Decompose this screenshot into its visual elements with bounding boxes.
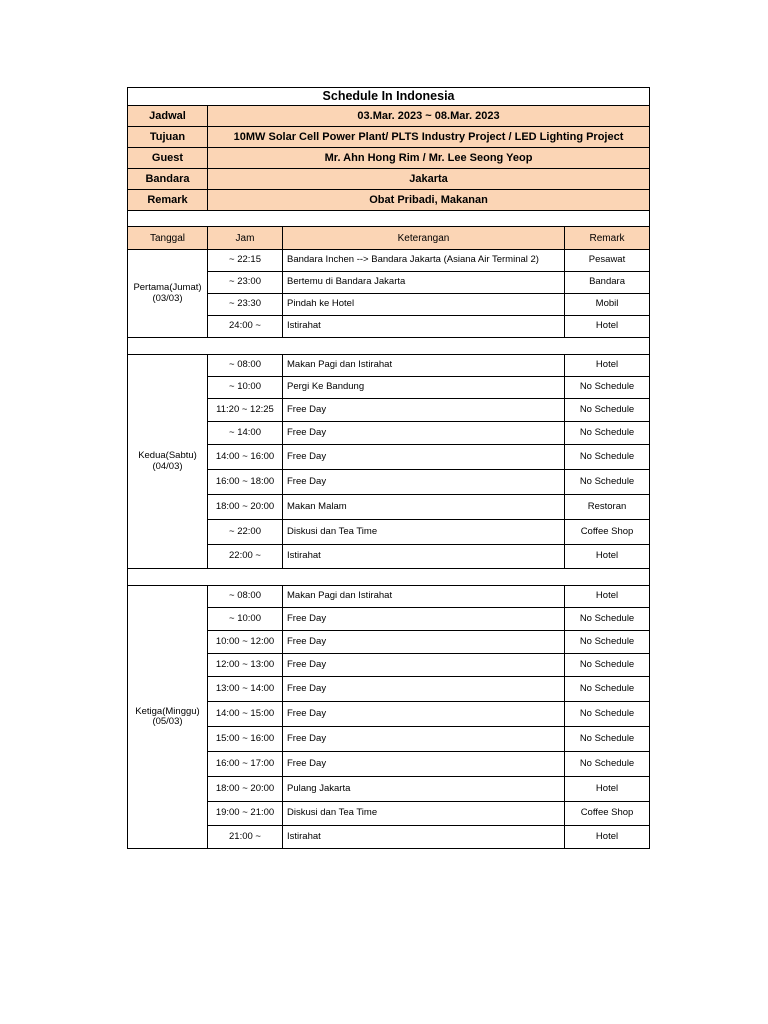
spacer-cell	[128, 211, 650, 227]
remark-cell: No Schedule	[565, 470, 650, 495]
description-cell: Free Day	[283, 727, 565, 752]
description-cell: Free Day	[283, 470, 565, 495]
day-date: (05/03)	[152, 716, 183, 727]
table-row	[128, 355, 650, 377]
info-row	[128, 127, 650, 148]
time-cell: 16:00 ~ 18:00	[208, 470, 283, 495]
remark-cell: Hotel	[565, 545, 650, 569]
description-cell: Pergi Ke Bandung	[283, 377, 565, 399]
info-value: Jakarta	[208, 169, 650, 190]
remark-cell: Restoran	[565, 495, 650, 520]
info-row	[128, 190, 650, 211]
time-cell: 13:00 ~ 14:00	[208, 677, 283, 702]
header-row	[128, 227, 650, 250]
time-cell: ~ 22:15	[208, 250, 283, 272]
description-cell: Makan Malam	[283, 495, 565, 520]
time-cell: 15:00 ~ 16:00	[208, 727, 283, 752]
day-cell	[128, 355, 208, 569]
remark-cell: Mobil	[565, 294, 650, 316]
description-cell: Free Day	[283, 752, 565, 777]
day-name: Ketiga(Minggu)	[135, 705, 200, 717]
description-cell: Diskusi dan Tea Time	[283, 802, 565, 826]
info-value: 10MW Solar Cell Power Plant/ PLTS Industry Project / LED Lighting Project	[208, 127, 650, 148]
time-cell: ~ 23:30	[208, 294, 283, 316]
info-value: 03.Mar. 2023 ~ 08.Mar. 2023	[208, 106, 650, 127]
description-cell: Makan Pagi dan Istirahat	[283, 586, 565, 608]
description-cell: Free Day	[283, 422, 565, 445]
spacer-row	[128, 569, 650, 586]
remark-cell: No Schedule	[565, 677, 650, 702]
time-cell: ~ 08:00	[208, 355, 283, 377]
page-title: Schedule In Indonesia	[128, 88, 650, 106]
description-cell: Pulang Jakarta	[283, 777, 565, 802]
remark-cell: No Schedule	[565, 631, 650, 654]
day-cell	[128, 250, 208, 338]
info-label: Bandara	[128, 169, 208, 190]
spacer-cell	[128, 338, 650, 355]
remark-cell: Hotel	[565, 316, 650, 338]
description-cell: Bertemu di Bandara Jakarta	[283, 272, 565, 294]
remark-cell: No Schedule	[565, 399, 650, 422]
remark-cell: No Schedule	[565, 422, 650, 445]
time-cell: 18:00 ~ 20:00	[208, 777, 283, 802]
day-date: (03/03)	[152, 292, 183, 304]
remark-cell: No Schedule	[565, 608, 650, 631]
remark-cell: No Schedule	[565, 377, 650, 399]
description-cell: Pindah ke Hotel	[283, 294, 565, 316]
remark-cell: Bandara	[565, 272, 650, 294]
description-cell: Istirahat	[283, 826, 565, 849]
header-jam: Jam	[208, 227, 283, 250]
title-row	[128, 88, 650, 106]
remark-cell: No Schedule	[565, 752, 650, 777]
description-cell: Free Day	[283, 702, 565, 727]
description-cell: Istirahat	[283, 316, 565, 338]
description-cell: Makan Pagi dan Istirahat	[283, 355, 565, 377]
time-cell: ~ 22:00	[208, 520, 283, 545]
time-cell: ~ 23:00	[208, 272, 283, 294]
info-label: Remark	[128, 190, 208, 211]
schedule-table	[127, 87, 650, 849]
description-cell: Free Day	[283, 631, 565, 654]
time-cell: 21:00 ~	[208, 826, 283, 849]
time-cell: 10:00 ~ 12:00	[208, 631, 283, 654]
remark-cell: Pesawat	[565, 250, 650, 272]
description-cell: Istirahat	[283, 545, 565, 569]
description-cell: Free Day	[283, 445, 565, 470]
time-cell: 19:00 ~ 21:00	[208, 802, 283, 826]
header-remark: Remark	[565, 227, 650, 250]
day-date: (04/03)	[152, 460, 183, 472]
remark-cell: Hotel	[565, 355, 650, 377]
spacer-row	[128, 338, 650, 355]
info-label: Jadwal	[128, 106, 208, 127]
day-name: Kedua(Sabtu)	[138, 450, 197, 462]
time-cell: 14:00 ~ 15:00	[208, 702, 283, 727]
info-row	[128, 106, 650, 127]
info-row	[128, 148, 650, 169]
time-cell: ~ 10:00	[208, 608, 283, 631]
time-cell: ~ 10:00	[208, 377, 283, 399]
day-name: Pertama(Jumat)	[133, 282, 202, 294]
remark-cell: No Schedule	[565, 702, 650, 727]
remark-cell: No Schedule	[565, 654, 650, 677]
description-cell: Diskusi dan Tea Time	[283, 520, 565, 545]
info-row	[128, 169, 650, 190]
description-cell: Free Day	[283, 608, 565, 631]
table-row	[128, 250, 650, 272]
info-label: Tujuan	[128, 127, 208, 148]
info-label: Guest	[128, 148, 208, 169]
remark-cell: No Schedule	[565, 727, 650, 752]
time-cell: ~ 08:00	[208, 586, 283, 608]
day-cell	[128, 586, 208, 849]
table-row	[128, 586, 650, 608]
time-cell: 16:00 ~ 17:00	[208, 752, 283, 777]
spacer-row	[128, 211, 650, 227]
time-cell: 12:00 ~ 13:00	[208, 654, 283, 677]
remark-cell: Coffee Shop	[565, 520, 650, 545]
info-value: Obat Pribadi, Makanan	[208, 190, 650, 211]
time-cell: 24:00 ~	[208, 316, 283, 338]
remark-cell: Hotel	[565, 586, 650, 608]
description-cell: Free Day	[283, 399, 565, 422]
header-keterangan: Keterangan	[283, 227, 565, 250]
info-value: Mr. Ahn Hong Rim / Mr. Lee Seong Yeop	[208, 148, 650, 169]
header-tanggal: Tanggal	[128, 227, 208, 250]
time-cell: 22:00 ~	[208, 545, 283, 569]
remark-cell: Hotel	[565, 826, 650, 849]
remark-cell: No Schedule	[565, 445, 650, 470]
spacer-cell	[128, 569, 650, 586]
description-cell: Free Day	[283, 654, 565, 677]
time-cell: 14:00 ~ 16:00	[208, 445, 283, 470]
remark-cell: Hotel	[565, 777, 650, 802]
time-cell: 18:00 ~ 20:00	[208, 495, 283, 520]
schedule-sheet	[127, 87, 649, 849]
time-cell: ~ 14:00	[208, 422, 283, 445]
remark-cell: Coffee Shop	[565, 802, 650, 826]
description-cell: Free Day	[283, 677, 565, 702]
time-cell: 11:20 ~ 12:25	[208, 399, 283, 422]
description-cell: Bandara Inchen --> Bandara Jakarta (Asiana Air Terminal 2)	[283, 250, 565, 272]
